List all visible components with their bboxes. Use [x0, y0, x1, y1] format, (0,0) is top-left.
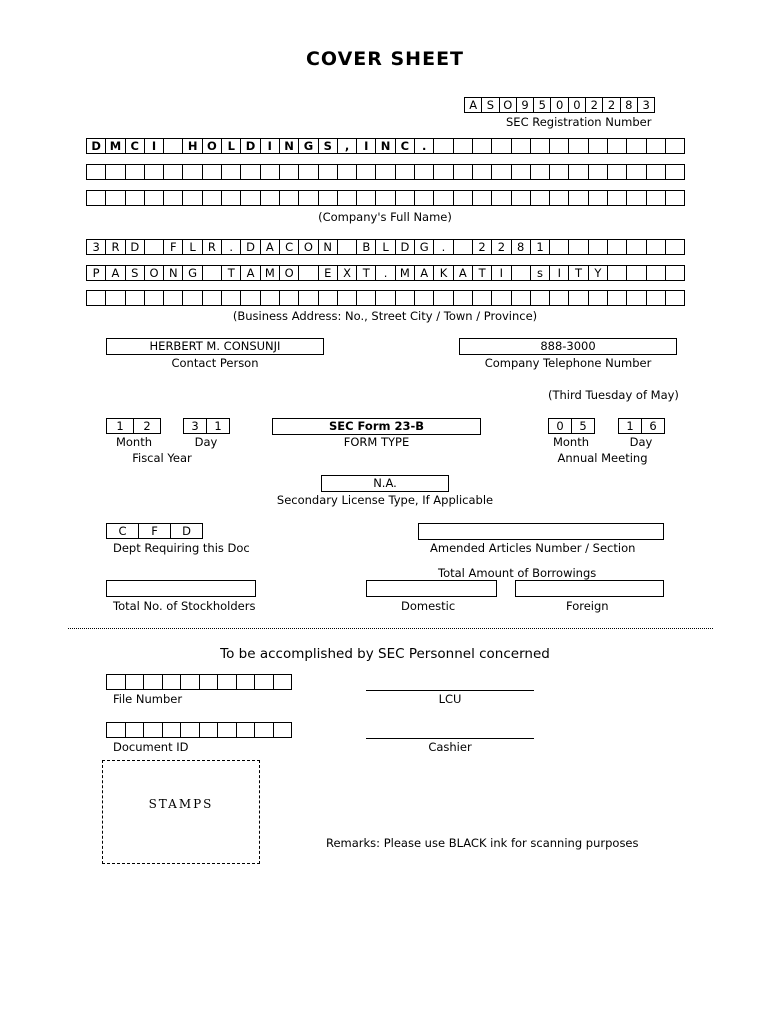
- char-box[interactable]: [626, 239, 646, 255]
- char-box[interactable]: [254, 722, 274, 738]
- char-box[interactable]: [202, 164, 222, 180]
- char-box[interactable]: [646, 138, 666, 154]
- char-box[interactable]: [356, 164, 376, 180]
- char-box[interactable]: [626, 164, 646, 180]
- char-box[interactable]: E: [318, 265, 338, 281]
- char-box[interactable]: X: [337, 265, 357, 281]
- char-box[interactable]: [144, 190, 164, 206]
- char-box[interactable]: [511, 190, 531, 206]
- annual-meeting-month-label: Month: [552, 435, 590, 449]
- char-box[interactable]: R: [202, 239, 222, 255]
- char-box[interactable]: ,: [337, 138, 357, 154]
- char-box[interactable]: [163, 164, 183, 180]
- char-box[interactable]: S: [318, 138, 338, 154]
- company-name-row-2[interactable]: [86, 164, 685, 180]
- char-box[interactable]: [182, 190, 202, 206]
- char-box[interactable]: [144, 239, 164, 255]
- business-address-row-3[interactable]: [86, 290, 685, 306]
- char-box[interactable]: [162, 722, 182, 738]
- stamps-box: [102, 760, 260, 864]
- company-telephone-label: Company Telephone Number: [484, 356, 652, 370]
- char-box[interactable]: [491, 138, 511, 154]
- char-box[interactable]: [105, 164, 125, 180]
- char-box[interactable]: [375, 190, 395, 206]
- char-box[interactable]: A: [414, 265, 434, 281]
- secondary-license-field[interactable]: N.A.: [321, 475, 449, 492]
- char-box[interactable]: [182, 164, 202, 180]
- document-id-boxes[interactable]: [106, 722, 292, 738]
- char-box[interactable]: [260, 164, 280, 180]
- char-box[interactable]: [163, 138, 183, 154]
- char-box[interactable]: G: [182, 265, 202, 281]
- sec-registration-number-label: SEC Registration Number: [506, 115, 652, 129]
- char-box[interactable]: [199, 722, 219, 738]
- char-box[interactable]: D: [395, 239, 415, 255]
- char-box[interactable]: [433, 290, 453, 306]
- char-box[interactable]: [318, 190, 338, 206]
- total-borrowings-label: Total Amount of Borrowings: [438, 566, 597, 580]
- char-box[interactable]: [646, 265, 666, 281]
- lcu-label: LCU: [438, 692, 462, 706]
- char-box[interactable]: [356, 190, 376, 206]
- char-box[interactable]: [626, 290, 646, 306]
- char-box[interactable]: [511, 290, 531, 306]
- company-full-name-label: (Company's Full Name): [318, 210, 452, 224]
- char-box[interactable]: [163, 290, 183, 306]
- char-box[interactable]: T: [221, 265, 241, 281]
- char-box[interactable]: 3: [637, 97, 655, 113]
- char-box[interactable]: [530, 190, 550, 206]
- char-box[interactable]: [665, 138, 685, 154]
- char-box[interactable]: [86, 164, 106, 180]
- char-box[interactable]: L: [375, 239, 395, 255]
- char-box[interactable]: O: [499, 97, 517, 113]
- char-box[interactable]: [337, 190, 357, 206]
- char-box[interactable]: 1: [618, 418, 642, 434]
- char-box[interactable]: [279, 190, 299, 206]
- contact-person-label: Contact Person: [171, 356, 259, 370]
- char-box[interactable]: [375, 164, 395, 180]
- char-box[interactable]: [221, 164, 241, 180]
- char-box[interactable]: [472, 190, 492, 206]
- char-box[interactable]: [453, 190, 473, 206]
- char-box[interactable]: [511, 138, 531, 154]
- char-box[interactable]: [337, 164, 357, 180]
- char-box[interactable]: [395, 190, 415, 206]
- char-box[interactable]: [125, 722, 145, 738]
- char-box[interactable]: [607, 190, 627, 206]
- sec-registration-number-boxes[interactable]: [464, 97, 655, 113]
- char-box[interactable]: 2: [472, 239, 492, 255]
- company-name-row-1[interactable]: [86, 138, 685, 154]
- char-box[interactable]: [105, 190, 125, 206]
- char-box[interactable]: [318, 164, 338, 180]
- char-box[interactable]: [568, 290, 588, 306]
- char-box[interactable]: M: [395, 265, 415, 281]
- char-box[interactable]: [665, 164, 685, 180]
- char-box[interactable]: [607, 164, 627, 180]
- char-box[interactable]: [375, 290, 395, 306]
- domestic-borrowings-field[interactable]: [366, 580, 497, 597]
- char-box[interactable]: S: [125, 265, 145, 281]
- char-box[interactable]: [318, 290, 338, 306]
- char-box[interactable]: .: [375, 265, 395, 281]
- char-box[interactable]: 3: [183, 418, 207, 434]
- form-type-field[interactable]: SEC Form 23-B: [272, 418, 481, 435]
- char-box[interactable]: [626, 190, 646, 206]
- char-box[interactable]: [337, 239, 357, 255]
- char-box[interactable]: [106, 674, 126, 690]
- char-box[interactable]: N: [318, 239, 338, 255]
- char-box[interactable]: [125, 290, 145, 306]
- char-box[interactable]: [202, 190, 222, 206]
- char-box[interactable]: [491, 164, 511, 180]
- char-box[interactable]: [202, 290, 222, 306]
- char-box[interactable]: [433, 138, 453, 154]
- char-box[interactable]: [588, 164, 608, 180]
- char-box[interactable]: H: [182, 138, 202, 154]
- char-box[interactable]: [453, 290, 473, 306]
- char-box[interactable]: I: [144, 138, 164, 154]
- char-box[interactable]: [298, 290, 318, 306]
- char-box[interactable]: L: [182, 239, 202, 255]
- fiscal-year-month-label: Month: [115, 435, 153, 449]
- char-box[interactable]: [86, 290, 106, 306]
- char-box[interactable]: 0: [550, 97, 568, 113]
- char-box[interactable]: [298, 164, 318, 180]
- char-box[interactable]: [254, 674, 274, 690]
- char-box[interactable]: A: [453, 265, 473, 281]
- char-box[interactable]: [453, 164, 473, 180]
- char-box[interactable]: F: [138, 523, 171, 539]
- char-box[interactable]: [530, 138, 550, 154]
- char-box[interactable]: [549, 239, 569, 255]
- char-box[interactable]: 2: [491, 239, 511, 255]
- annual-meeting-day-boxes[interactable]: [618, 418, 665, 434]
- char-box[interactable]: 2: [585, 97, 603, 113]
- business-address-label: (Business Address: No., Street City / Town / Province): [232, 309, 538, 323]
- char-box[interactable]: [125, 190, 145, 206]
- char-box[interactable]: T: [356, 265, 376, 281]
- char-box[interactable]: [472, 138, 492, 154]
- char-box[interactable]: [665, 190, 685, 206]
- char-box[interactable]: N: [163, 265, 183, 281]
- char-box[interactable]: 9: [516, 97, 534, 113]
- char-box[interactable]: [240, 290, 260, 306]
- char-box[interactable]: 3: [86, 239, 106, 255]
- char-box[interactable]: [217, 722, 237, 738]
- char-box[interactable]: 0: [568, 97, 586, 113]
- char-box[interactable]: [511, 164, 531, 180]
- annual-meeting-day-label: Day: [629, 435, 653, 449]
- sec-personnel-title: To be accomplished by SEC Personnel concerned: [220, 646, 550, 662]
- char-box[interactable]: D: [125, 239, 145, 255]
- dept-requiring-doc-label: Dept Requiring this Doc: [113, 541, 250, 555]
- char-box[interactable]: [511, 265, 531, 281]
- char-box[interactable]: [453, 239, 473, 255]
- char-box[interactable]: [646, 164, 666, 180]
- char-box[interactable]: D: [86, 138, 106, 154]
- annual-meeting-label: Annual Meeting: [557, 451, 648, 465]
- char-box[interactable]: [549, 190, 569, 206]
- char-box[interactable]: [273, 674, 293, 690]
- char-box[interactable]: [217, 674, 237, 690]
- char-box[interactable]: M: [260, 265, 280, 281]
- char-box[interactable]: K: [433, 265, 453, 281]
- char-box[interactable]: D: [240, 239, 260, 255]
- domestic-label: Domestic: [401, 599, 456, 613]
- char-box[interactable]: T: [568, 265, 588, 281]
- char-box[interactable]: I: [356, 138, 376, 154]
- char-box[interactable]: [414, 190, 434, 206]
- char-box[interactable]: 6: [641, 418, 665, 434]
- remarks-text: Remarks: Please use BLACK ink for scanning purposes: [326, 836, 639, 850]
- char-box[interactable]: 1: [206, 418, 230, 434]
- cashier-label: Cashier: [428, 740, 472, 754]
- char-box[interactable]: [395, 290, 415, 306]
- char-box[interactable]: [260, 290, 280, 306]
- form-type-label: FORM TYPE: [343, 435, 410, 449]
- char-box[interactable]: [568, 164, 588, 180]
- char-box[interactable]: O: [202, 138, 222, 154]
- secondary-license-label: Secondary License Type, If Applicable: [276, 493, 494, 507]
- char-box[interactable]: G: [414, 239, 434, 255]
- contact-person-field[interactable]: HERBERT M. CONSUNJI: [106, 338, 324, 355]
- char-box[interactable]: [549, 290, 569, 306]
- char-box[interactable]: [180, 674, 200, 690]
- char-box[interactable]: [607, 239, 627, 255]
- business-address-row-2[interactable]: [86, 265, 685, 281]
- char-box[interactable]: 8: [511, 239, 531, 255]
- char-box[interactable]: 5: [571, 418, 595, 434]
- char-box[interactable]: N: [279, 138, 299, 154]
- char-box[interactable]: .: [221, 239, 241, 255]
- char-box[interactable]: [105, 290, 125, 306]
- char-box[interactable]: [453, 138, 473, 154]
- char-box[interactable]: [568, 239, 588, 255]
- char-box[interactable]: 0: [548, 418, 572, 434]
- char-box[interactable]: [472, 164, 492, 180]
- char-box[interactable]: [665, 239, 685, 255]
- char-box[interactable]: [588, 239, 608, 255]
- dept-requiring-doc-boxes[interactable]: [106, 523, 203, 539]
- char-box[interactable]: 2: [602, 97, 620, 113]
- char-box[interactable]: s: [530, 265, 550, 281]
- char-box[interactable]: [414, 164, 434, 180]
- fiscal-year-day-boxes[interactable]: [183, 418, 230, 434]
- char-box[interactable]: [162, 674, 182, 690]
- char-box[interactable]: [144, 290, 164, 306]
- char-box[interactable]: R: [105, 239, 125, 255]
- char-box[interactable]: [491, 190, 511, 206]
- page-title: COVER SHEET: [305, 48, 465, 70]
- char-box[interactable]: [221, 190, 241, 206]
- char-box[interactable]: [199, 674, 219, 690]
- stamps-label: STAMPS: [148, 797, 214, 811]
- char-box[interactable]: [665, 265, 685, 281]
- file-number-label: File Number: [113, 692, 183, 706]
- char-box[interactable]: [298, 265, 318, 281]
- char-box[interactable]: [530, 164, 550, 180]
- char-box[interactable]: [240, 190, 260, 206]
- char-box[interactable]: [260, 190, 280, 206]
- char-box[interactable]: [356, 290, 376, 306]
- char-box[interactable]: O: [298, 239, 318, 255]
- char-box[interactable]: A: [260, 239, 280, 255]
- char-box[interactable]: [626, 265, 646, 281]
- char-box[interactable]: [180, 722, 200, 738]
- char-box[interactable]: C: [395, 138, 415, 154]
- foreign-label: Foreign: [566, 599, 609, 613]
- char-box[interactable]: [433, 164, 453, 180]
- char-box[interactable]: 1: [106, 418, 134, 434]
- char-box[interactable]: 8: [620, 97, 638, 113]
- char-box[interactable]: 1: [530, 239, 550, 255]
- char-box[interactable]: P: [86, 265, 106, 281]
- fiscal-year-day-label: Day: [194, 435, 218, 449]
- lcu-line[interactable]: [366, 690, 534, 691]
- char-box[interactable]: O: [279, 265, 299, 281]
- char-box[interactable]: [337, 290, 357, 306]
- char-box[interactable]: [665, 290, 685, 306]
- char-box[interactable]: [143, 722, 163, 738]
- char-box[interactable]: [163, 190, 183, 206]
- char-box[interactable]: C: [125, 138, 145, 154]
- char-box[interactable]: [273, 722, 293, 738]
- char-box[interactable]: I: [549, 265, 569, 281]
- char-box[interactable]: .: [433, 239, 453, 255]
- fiscal-year-month-boxes[interactable]: [106, 418, 161, 434]
- char-box[interactable]: L: [221, 138, 241, 154]
- char-box[interactable]: [279, 290, 299, 306]
- char-box[interactable]: [221, 290, 241, 306]
- char-box[interactable]: [395, 164, 415, 180]
- company-telephone-field[interactable]: 888-3000: [459, 338, 677, 355]
- char-box[interactable]: [626, 138, 646, 154]
- char-box[interactable]: [86, 190, 106, 206]
- char-box[interactable]: [491, 290, 511, 306]
- char-box[interactable]: [433, 190, 453, 206]
- char-box[interactable]: [568, 138, 588, 154]
- fiscal-year-label: Fiscal Year: [132, 451, 192, 465]
- char-box[interactable]: T: [472, 265, 492, 281]
- annual-meeting-month-boxes[interactable]: [548, 418, 595, 434]
- char-box[interactable]: [182, 290, 202, 306]
- char-box[interactable]: [240, 164, 260, 180]
- char-box[interactable]: [588, 290, 608, 306]
- char-box[interactable]: [588, 190, 608, 206]
- char-box[interactable]: [646, 290, 666, 306]
- char-box[interactable]: C: [279, 239, 299, 255]
- company-name-row-3[interactable]: [86, 190, 685, 206]
- char-box[interactable]: G: [298, 138, 318, 154]
- char-box[interactable]: [279, 164, 299, 180]
- char-box[interactable]: [106, 722, 126, 738]
- char-box[interactable]: 2: [133, 418, 161, 434]
- char-box[interactable]: [607, 138, 627, 154]
- business-address-row-1[interactable]: [86, 239, 685, 255]
- total-stockholders-field[interactable]: [106, 580, 256, 597]
- char-box[interactable]: Y: [588, 265, 608, 281]
- char-box[interactable]: [472, 290, 492, 306]
- char-box[interactable]: [607, 290, 627, 306]
- file-number-boxes[interactable]: [106, 674, 292, 690]
- char-box[interactable]: D: [240, 138, 260, 154]
- char-box[interactable]: A: [464, 97, 482, 113]
- char-box[interactable]: 5: [533, 97, 551, 113]
- char-box[interactable]: [530, 290, 550, 306]
- char-box[interactable]: M: [105, 138, 125, 154]
- char-box[interactable]: [202, 265, 222, 281]
- document-id-label: Document ID: [113, 740, 189, 754]
- char-box[interactable]: C: [106, 523, 139, 539]
- char-box[interactable]: D: [170, 523, 203, 539]
- char-box[interactable]: [125, 164, 145, 180]
- char-box[interactable]: [568, 190, 588, 206]
- section-divider: [68, 628, 713, 629]
- char-box[interactable]: S: [481, 97, 499, 113]
- char-box[interactable]: A: [240, 265, 260, 281]
- foreign-borrowings-field[interactable]: [515, 580, 664, 597]
- char-box[interactable]: .: [414, 138, 434, 154]
- char-box[interactable]: I: [260, 138, 280, 154]
- amended-articles-field[interactable]: [418, 523, 664, 540]
- char-box[interactable]: [125, 674, 145, 690]
- char-box[interactable]: [549, 164, 569, 180]
- char-box[interactable]: [143, 674, 163, 690]
- char-box[interactable]: [298, 190, 318, 206]
- char-box[interactable]: [144, 164, 164, 180]
- char-box[interactable]: [646, 190, 666, 206]
- char-box[interactable]: [646, 239, 666, 255]
- char-box[interactable]: [236, 722, 256, 738]
- char-box[interactable]: [588, 138, 608, 154]
- char-box[interactable]: N: [375, 138, 395, 154]
- char-box[interactable]: O: [144, 265, 164, 281]
- char-box[interactable]: [414, 290, 434, 306]
- amended-articles-label: Amended Articles Number / Section: [430, 541, 636, 555]
- char-box[interactable]: B: [356, 239, 376, 255]
- cashier-line[interactable]: [366, 738, 534, 739]
- char-box[interactable]: [236, 674, 256, 690]
- char-box[interactable]: [549, 138, 569, 154]
- char-box[interactable]: F: [163, 239, 183, 255]
- char-box[interactable]: I: [491, 265, 511, 281]
- char-box[interactable]: [607, 265, 627, 281]
- char-box[interactable]: A: [105, 265, 125, 281]
- annual-meeting-note: (Third Tuesday of May): [548, 388, 679, 402]
- total-stockholders-label: Total No. of Stockholders: [113, 599, 256, 613]
